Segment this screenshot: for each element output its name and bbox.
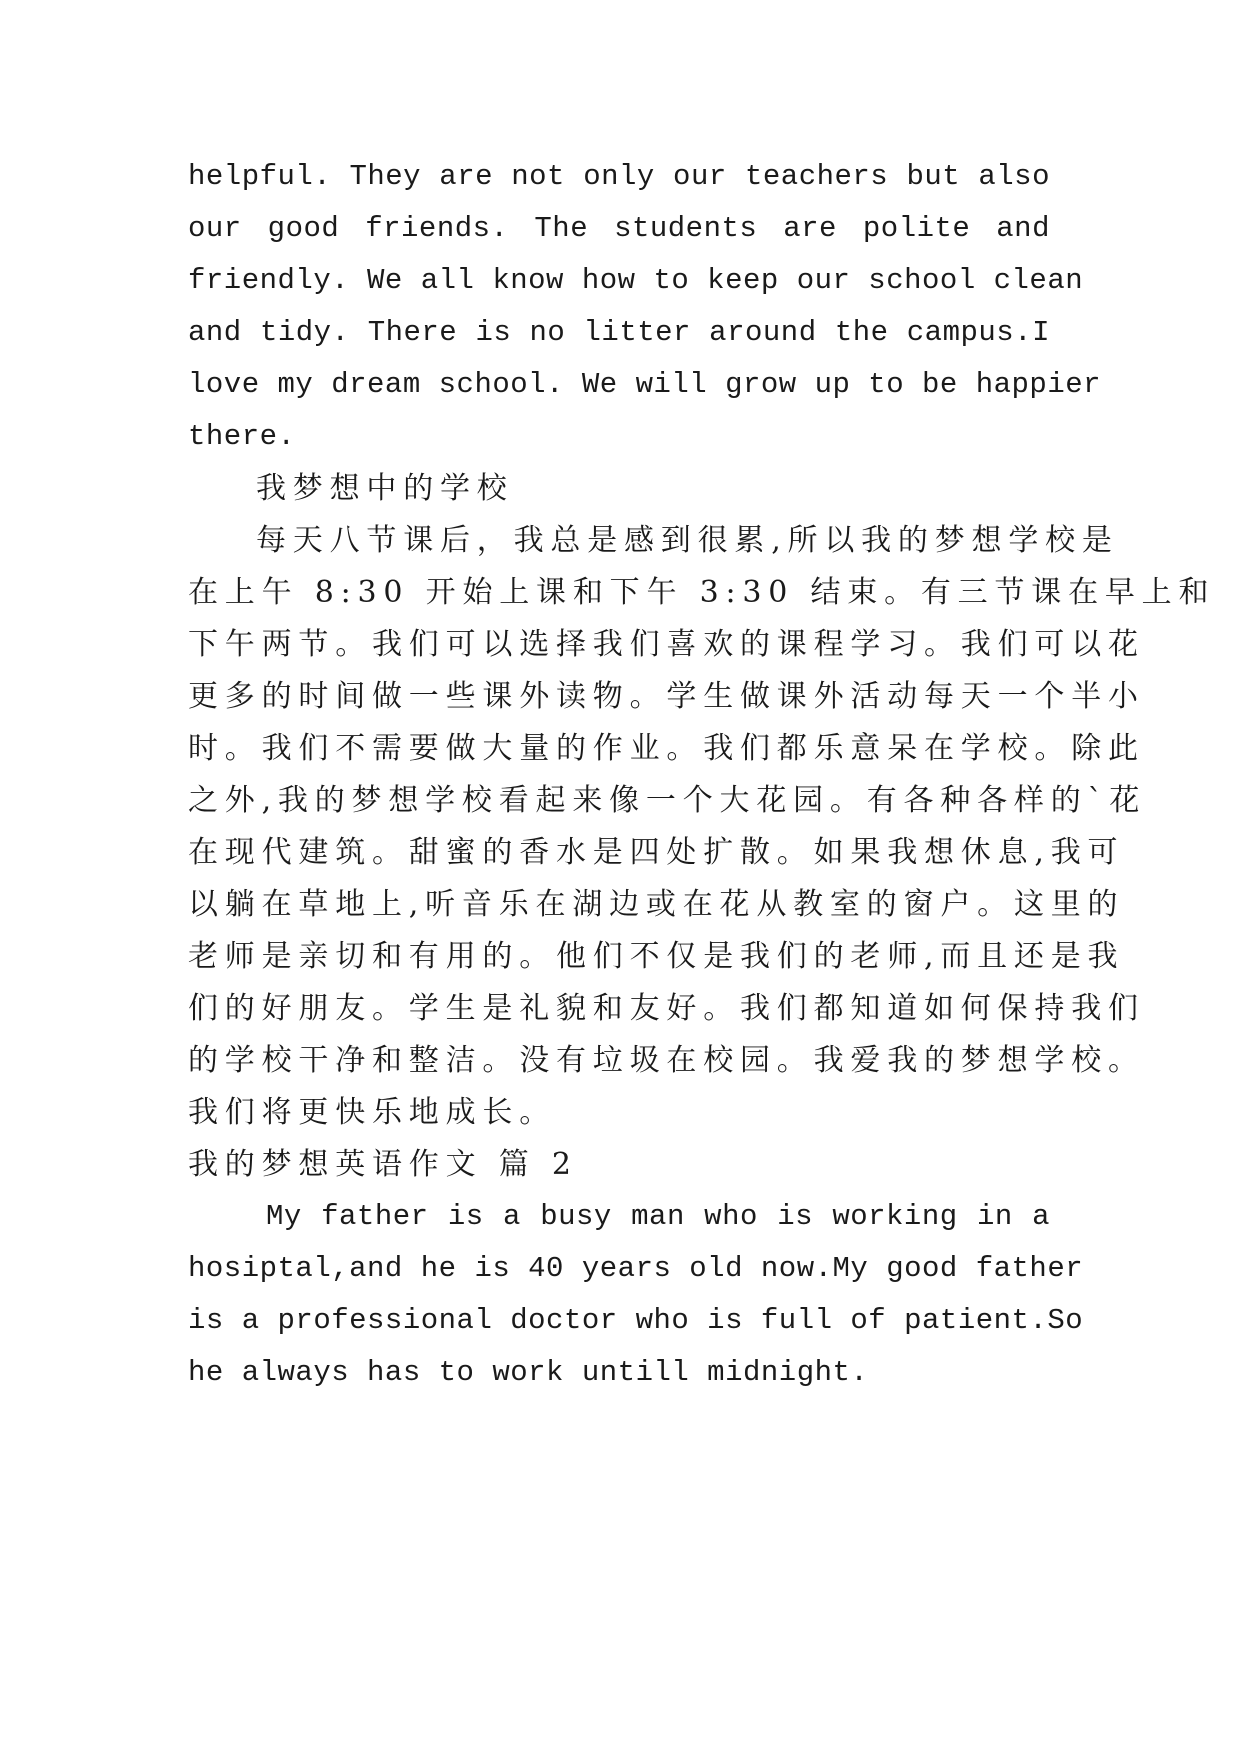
- text-line: 们的好朋友。学生是礼貌和友好。我们都知道如何保持我们: [188, 991, 1145, 1026]
- text-line: 老师是亲切和有用的。他们不仅是我们的老师,而且还是我: [188, 939, 1125, 974]
- text-line: 以躺在草地上,听音乐在湖边或在花从教室的窗户。这里的: [188, 887, 1125, 922]
- text-line: friendly. We all know how to keep our school clean: [188, 264, 1084, 297]
- text-line: is a professional doctor who is full of patient.So: [188, 1304, 1084, 1337]
- text-line: 之外,我的梦想学校看起来像一个大花园。有各种各样的`花: [188, 783, 1147, 818]
- text-line: hosiptal,and he is 40 years old now.My good father: [188, 1252, 1084, 1285]
- text-line: love my dream school. We will grow up to be happier: [188, 368, 1102, 401]
- section-heading: 我的梦想英语作文 篇 2: [188, 1147, 578, 1182]
- text-line: 时。我们不需要做大量的作业。我们都乐意呆在学校。除此: [188, 731, 1145, 766]
- text-line: 在现代建筑。甜蜜的香水是四处扩散。如果我想休息,我可: [188, 835, 1125, 870]
- text-line: 的学校干净和整洁。没有垃圾在校园。我爱我的梦想学校。: [188, 1043, 1145, 1078]
- text-line: My father is a busy man who is working in a: [266, 1200, 1050, 1233]
- text-line: 每天八节课后，我总是感到很累,所以我的梦想学校是: [256, 523, 1119, 558]
- text-line: he always has to work untill midnight.: [188, 1356, 869, 1389]
- text-line: helpful. They are not only our teachers but also: [188, 160, 1050, 193]
- text-line: and tidy. There is no litter around the campus.I: [188, 316, 1050, 349]
- subtitle: 我梦想中的学校: [256, 471, 514, 506]
- text-line: 下午两节。我们可以选择我们喜欢的课程学习。我们可以花: [188, 627, 1145, 662]
- text-line: 更多的时间做一些课外读物。学生做课外活动每天一个半小: [188, 679, 1145, 714]
- text-line: 在上午 8:30 开始上课和下午 3:30 结束。有三节课在早上和: [188, 575, 1216, 610]
- text-line: 我们将更快乐地成长。: [188, 1095, 556, 1130]
- text-line: our good friends. The students are polite and: [188, 212, 1050, 245]
- text-line: there.: [188, 420, 296, 453]
